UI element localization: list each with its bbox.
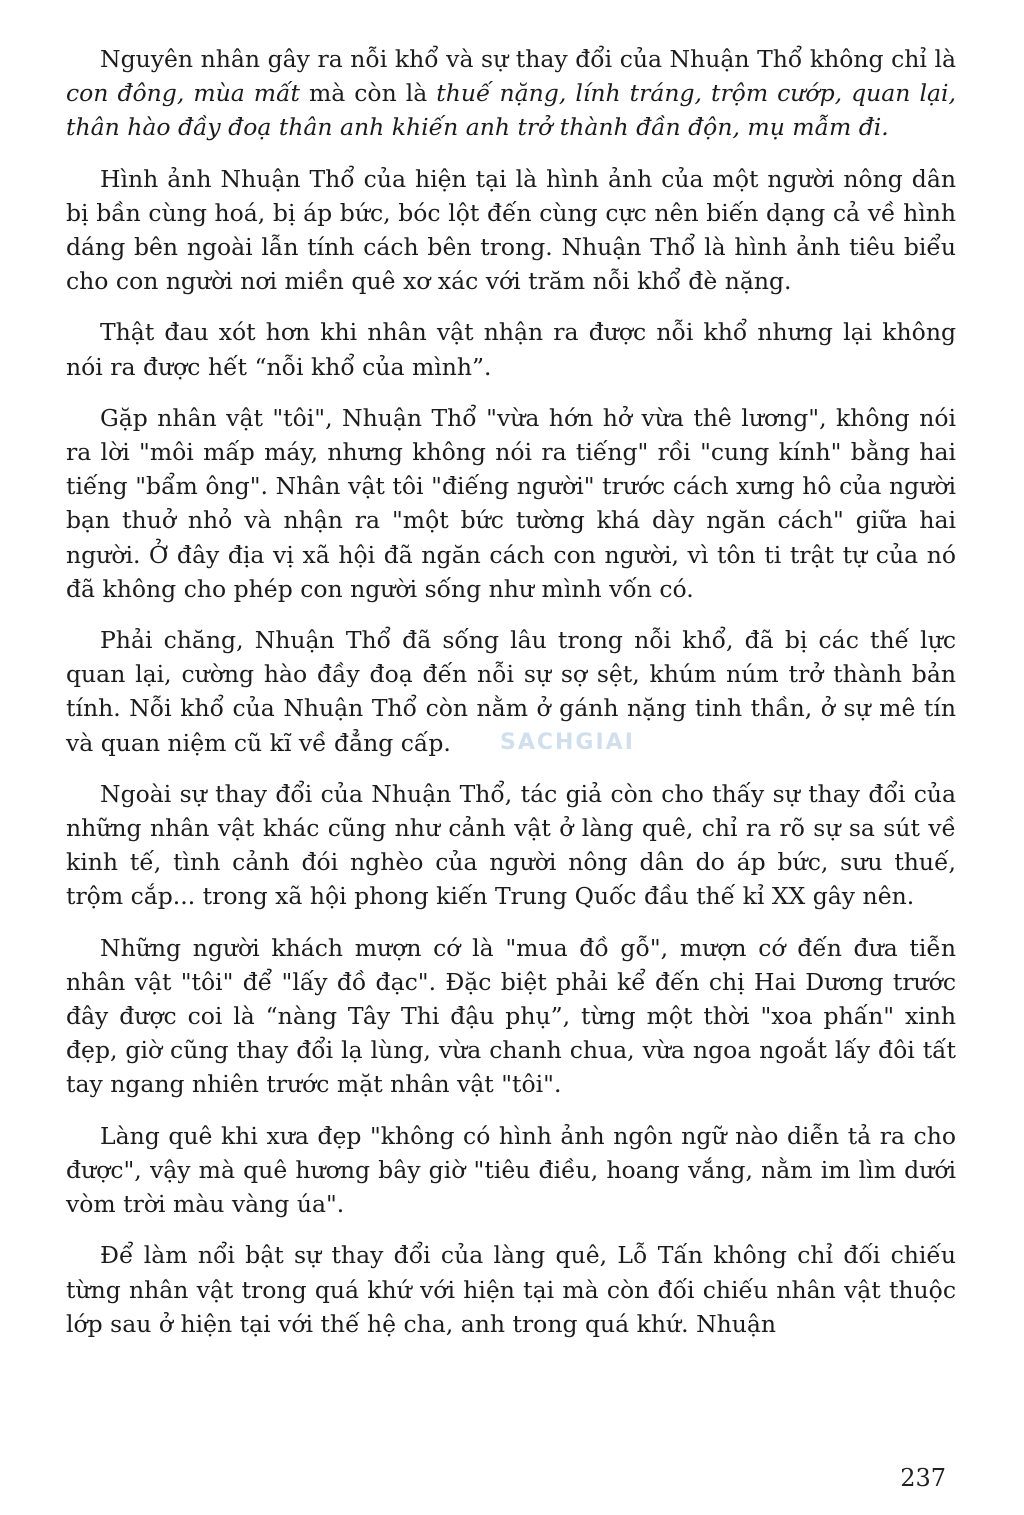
text-segment: Gặp nhân vật "tôi", Nhuận Thổ "vừa hớn hở vừa thê lương", không nói ra lời "môi mấp máy, nhưng không nói ra tiếng" rồi "cung kính" bằng hai tiếng "bẩm ông". Nhân vật tôi "điếng người" trước cách xưng hô của người bạn thuở nhỏ và nhận ra "một bức tường khá dày ngăn cách" giữa hai người. Ở đây địa vị xã hội đã ngăn cách con người, vì tôn ti trật tự của nó đã không cho phép con người sống như mình vốn có. bbox=[66, 403, 956, 603]
text-segment: Ngoài sự thay đổi của Nhuận Thổ, tác giả còn cho thấy sự thay đổi của những nhân vật khác cũng như cảnh vật ở làng quê, chỉ ra rõ sự sa sút về kinh tế, tình cảnh đói nghèo của người nông dân do áp bức, sưu thuế, trộm cắp... trong xã hội phong kiến Trung Quốc đầu thế kỉ XX gây nên. bbox=[66, 779, 956, 911]
paragraph-7 bbox=[66, 931, 956, 1102]
page-body bbox=[66, 42, 956, 1358]
watermark-logo: SACHGIAI bbox=[500, 730, 635, 755]
text-segment: Những người khách mượn cớ là "mua đồ gỗ", mượn cớ đến đưa tiễn nhân vật "tôi" để "lấy đồ đạc". Đặc biệt phải kể đến chị Hai Dương trước đây được coi là “nàng Tây Thi đậu phụ”, từng một thời "xoa phấn" xinh đẹp, giờ cũng thay đổi lạ lùng, vừa chanh chua, vừa ngoa ngoắt lấy đôi tất tay ngang nhiên trước mặt nhân vật "tôi". bbox=[66, 933, 956, 1099]
paragraph-5 bbox=[66, 623, 956, 760]
text-segment: Thật đau xót hơn khi nhân vật nhận ra được nỗi khổ nhưng lại không nói ra được hết “nỗi khổ của mình”. bbox=[66, 318, 956, 381]
paragraph-9 bbox=[66, 1238, 956, 1341]
text-segment: Để làm nổi bật sự thay đổi của làng quê, Lỗ Tấn không chỉ đối chiếu từng nhân vật trong quá khứ với hiện tại mà còn đối chiếu nhân vật thuộc lớp sau ở hiện tại với thế hệ cha, anh trong quá khứ. Nhuận bbox=[66, 1241, 956, 1338]
paragraph-1 bbox=[66, 42, 956, 145]
paragraph-8 bbox=[66, 1119, 956, 1222]
text-segment: mà còn là bbox=[299, 79, 437, 108]
text-segment: Làng quê khi xưa đẹp "không có hình ảnh ngôn ngữ nào diễn tả ra cho được", vậy mà quê hương bây giờ "tiêu điều, hoang vắng, nằm im lìm dưới vòm trời màu vàng úa". bbox=[66, 1121, 956, 1219]
paragraph-6 bbox=[66, 777, 956, 914]
paragraph-4 bbox=[66, 401, 956, 606]
paragraph-2 bbox=[66, 162, 956, 299]
paragraph-3 bbox=[66, 315, 956, 383]
italic-segment: thuế nặng, lính tráng, trộm cướp, quan lại, thân hào đầy đoạ thân anh khiến anh trở thành đần độn, mụ mẫm đi. bbox=[66, 79, 956, 142]
page-number: 237 bbox=[900, 1464, 946, 1492]
text-segment: Hình ảnh Nhuận Thổ của hiện tại là hình ảnh của một người nông dân bị bần cùng hoá, bị áp bức, bóc lột đến cùng cực nên biến dạng cả về hình dáng bên ngoài lẫn tính cách bên trong. Nhuận Thổ là hình ảnh tiêu biểu cho con người nơi miền quê xơ xác với trăm nỗi khổ đè nặng. bbox=[66, 164, 956, 296]
text-segment: Phải chăng, Nhuận Thổ đã sống lâu trong nỗi khổ, đã bị các thế lực quan lại, cường hào đầy đoạ đến nỗi sự sợ sệt, khúm núm trở thành bản tính. Nỗi khổ của Nhuận Thổ còn nằm ở gánh nặng tinh thần, ở sự mê tín và quan niệm cũ kĩ về đẳng cấp. bbox=[66, 626, 956, 757]
text-segment: Nguyên nhân gây ra nỗi khổ và sự thay đổi của Nhuận Thổ không chỉ là bbox=[100, 45, 956, 73]
italic-segment: con đông, mùa mất bbox=[66, 79, 300, 108]
